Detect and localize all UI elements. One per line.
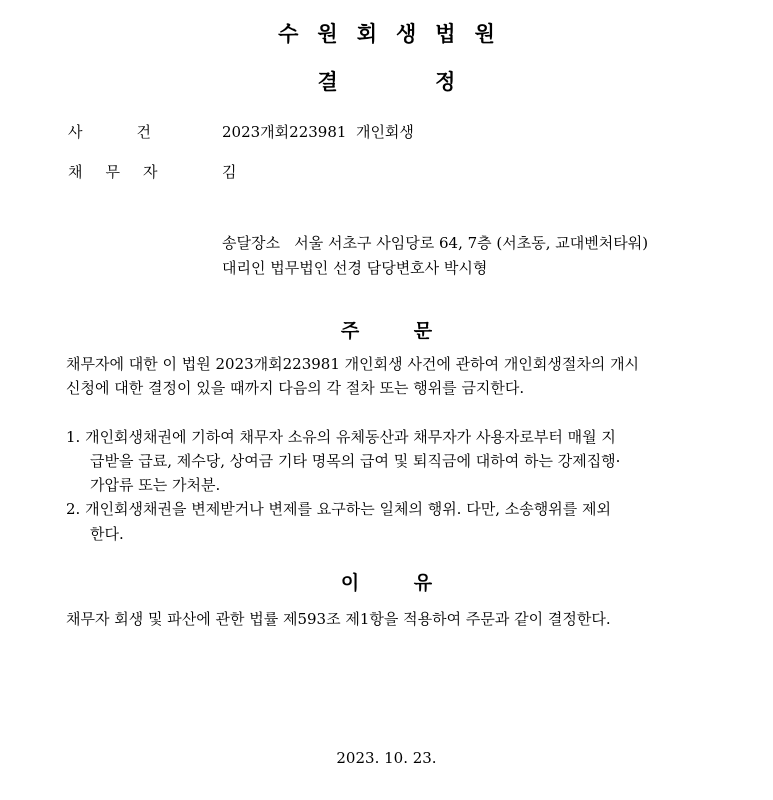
reason-heading: 이 유 [340,572,433,594]
debtor-value: 김 [222,163,237,181]
delivery-address: 송달장소 서울 서초구 사임당로 64, 7층 (서초동, 교대벤처타워) [222,234,649,252]
order-item-2-line: 한다. [90,525,124,543]
order-item-2-line: 2. 개인회생채권을 변제받거나 변제를 요구하는 일체의 행위. 다만, 소송행위를 제외 [66,500,611,518]
debtor-label: 채무자 [68,163,181,181]
decision-date: 2023. 10. 23. [336,749,437,767]
delivery-agent: 대리인 법무법인 선경 담당변호사 박시형 [222,259,488,277]
order-intro-line: 신청에 대한 결정이 있을 때까지 다음의 각 절차 또는 행위를 금지한다. [66,379,525,397]
reason-text: 채무자 회생 및 파산에 관한 법률 제593조 제1항을 적용하여 주문과 같이 결정한다. [66,610,611,628]
order-item-1-line: 1. 개인회생채권에 기하여 채무자 소유의 유체동산과 채무자가 사용자로부터 매월 지 [66,428,616,446]
case-value: 2023개회223981 개인회생 [222,123,414,141]
document-title: 결 정 [317,70,456,94]
order-item-1-line: 급받을 급료, 제수당, 상여금 기타 명목의 급여 및 퇴직금에 대하여 하는 강제집행· [90,452,621,470]
order-heading: 주 문 [340,320,433,342]
court-name: 수원회생법원 [278,22,514,46]
order-intro-line: 채무자에 대한 이 법원 2023개회223981 개인회생 사건에 관하여 개인회생절차의 개시 [66,355,640,373]
order-item-1-line: 가압류 또는 가처분. [90,476,221,494]
case-label: 사건 [68,123,205,141]
